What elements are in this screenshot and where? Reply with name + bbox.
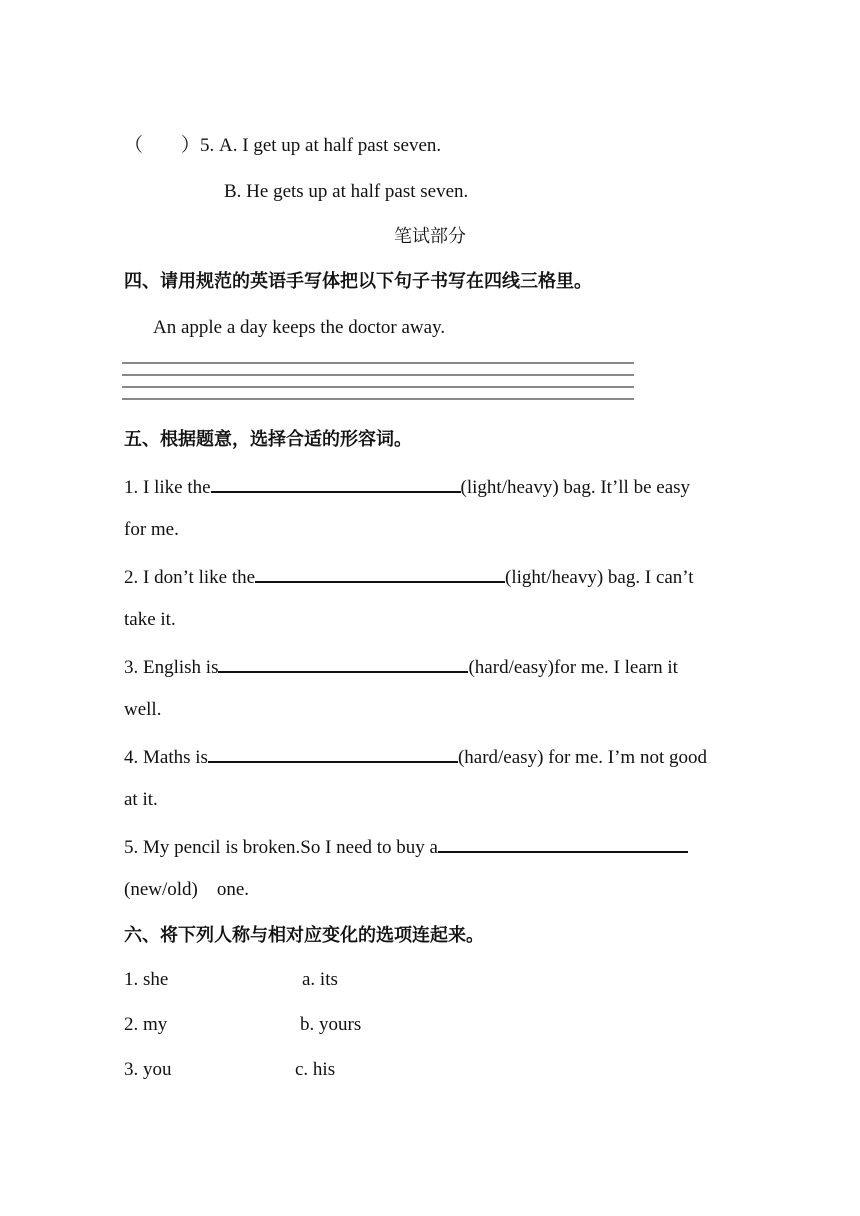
match-right-b: b. yours xyxy=(300,1014,362,1035)
section5-q3-cont: well. xyxy=(124,699,162,720)
q4-suffix: (hard/easy) for me. I’m not good xyxy=(457,747,707,768)
q1-blank[interactable] xyxy=(211,473,461,493)
q3-blank[interactable] xyxy=(218,653,468,673)
option-a-text: 5. A. I get up at half past seven. xyxy=(200,135,442,156)
section5-q2 xyxy=(124,563,694,590)
section6-heading: 六、将下列人称与相对应变化的选项连起来。 xyxy=(124,925,484,946)
section5-heading: 五、根据题意，选择合适的形容词。 xyxy=(124,429,412,450)
section5-q4 xyxy=(124,743,707,770)
grid-line-4 xyxy=(122,398,634,400)
q3-suffix: (hard/easy)for me. I learn it xyxy=(468,657,678,678)
section5-q3 xyxy=(124,653,678,680)
grid-line-2 xyxy=(122,374,634,376)
section4-sentence: An apple a day keeps the doctor away. xyxy=(153,317,446,338)
match-left-2: 2. my xyxy=(124,1014,168,1035)
section5-q5-cont: (new/old) one. xyxy=(124,879,250,900)
section5-q5 xyxy=(124,833,688,860)
q3-prefix: 3. English is xyxy=(124,657,219,678)
listening-q5-line-a xyxy=(124,134,441,158)
written-part-title: 笔试部分 xyxy=(394,226,466,247)
q5-prefix: 5. My pencil is broken.So I need to buy a xyxy=(124,837,438,858)
q1-suffix: (light/heavy) bag. It’ll be easy xyxy=(460,477,691,498)
q5-blank[interactable] xyxy=(438,833,688,853)
match-left-3: 3. you xyxy=(124,1059,172,1080)
q4-prefix: 4. Maths is xyxy=(124,747,208,768)
q2-prefix: 2. I don’t like the xyxy=(124,567,256,588)
match-right-a: a. its xyxy=(302,969,338,990)
section5-q1-cont: for me. xyxy=(124,519,179,540)
listening-q5-option-b: B. He gets up at half past seven. xyxy=(224,181,469,202)
q4-blank[interactable] xyxy=(208,743,458,763)
match-left-1: 1. she xyxy=(124,969,169,990)
q2-blank[interactable] xyxy=(255,563,505,583)
section4-heading: 四、请用规范的英语手写体把以下句子书写在四线三格里。 xyxy=(124,271,592,292)
answer-bracket: （ ） xyxy=(124,135,201,156)
section5-q1 xyxy=(124,473,690,500)
grid-line-3 xyxy=(122,386,634,388)
match-right-c: c. his xyxy=(295,1059,336,1080)
section5-q2-cont: take it. xyxy=(124,609,176,630)
section5-q4-cont: at it. xyxy=(124,789,158,810)
grid-line-1 xyxy=(122,362,634,364)
four-line-grid xyxy=(122,360,634,402)
q2-suffix: (light/heavy) bag. I can’t xyxy=(505,567,694,588)
q1-prefix: 1. I like the xyxy=(124,477,211,498)
